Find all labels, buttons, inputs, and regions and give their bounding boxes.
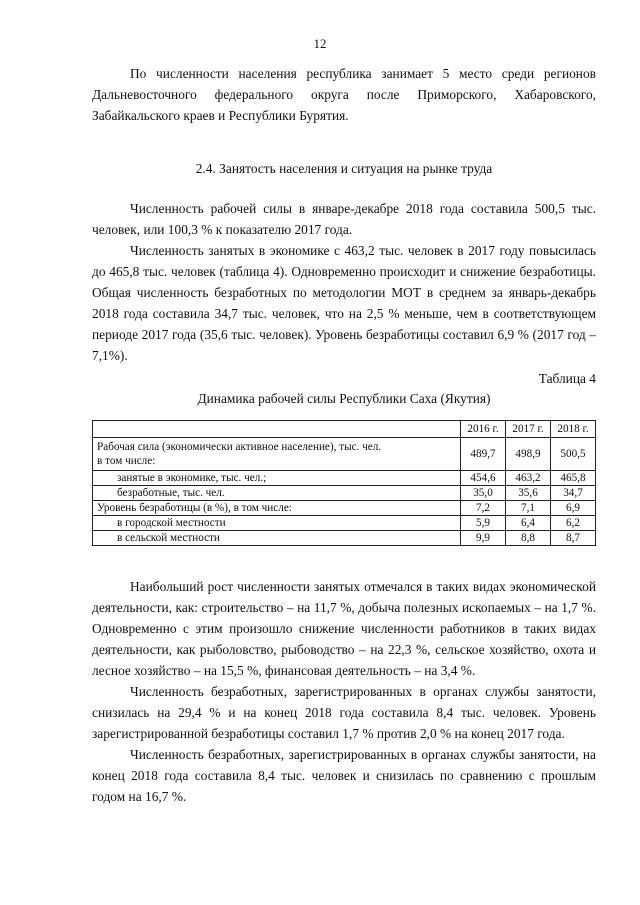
table-cell: 463,2 (506, 471, 551, 486)
table-header-row (93, 421, 596, 438)
table-cell: 35,0 (461, 486, 506, 501)
intro-text (92, 63, 596, 126)
table-cell: 34,7 (551, 486, 596, 501)
page-number: 12 (313, 36, 327, 51)
table-title: Динамика рабочей силы Республики Саха (Якутия) (197, 391, 491, 406)
paragraph: Наибольший рост численности занятых отмечался в таких видах экономической деятельности, как: строительство – на 11,7 %, добыча полезных ископаемых – на 1,7 %. Одновременно с этим произошло снижение численности работников в таких видах деятельности, как рыболовство, рыбоводство – на 22,3 %, сельское хозяйство, охота и лесное хозяйство – на 15,5 %, финансовая деятельность – на 3,4 %. (92, 579, 596, 678)
table-row (93, 471, 596, 486)
table-header-cell: 2016 г. (461, 421, 506, 438)
table-cell: 500,5 (551, 438, 596, 471)
row-label: занятые в экономике, тыс. чел.; (93, 471, 461, 486)
row-label: в сельской местности (93, 531, 461, 546)
table-header-cell: 2017 г. (506, 421, 551, 438)
table-cell: 7,1 (506, 501, 551, 516)
table-cell: 454,6 (461, 471, 506, 486)
paragraph: Численность рабочей силы в январе-декабре 2018 года составила 500,5 тыс. человек, или 100,3 % к показателю 2017 года. (92, 201, 596, 237)
paragraph: Численность безработных, зарегистрированных в органах службы занятости, снизилась на 29,4 % и на конец 2018 года составила 8,4 тыс. человек. Уровень зарегистрированной безработицы составил 1,7 % против 2,0 % на конец 2017 года. (92, 684, 596, 741)
table-cell: 5,9 (461, 516, 506, 531)
row-sublabel: в том числе: (97, 455, 156, 467)
table-header-cell (93, 421, 461, 438)
section-title: 2.4. Занятость населения и ситуация на рынке труда (195, 161, 493, 176)
table-row (93, 516, 596, 531)
table-row (93, 501, 596, 516)
labor-force-table (92, 420, 596, 546)
table-row (93, 486, 596, 501)
after-table-text (92, 576, 596, 807)
paragraph: Численность безработных, зарегистрированных в органах службы занятости, на конец 2018 года составила 8,4 тыс. человек и снизилась по сравнению с прошлым годом на 16,7 %. (92, 747, 596, 804)
table-cell: 6,9 (551, 501, 596, 516)
paragraph: По численности населения республика занимает 5 место среди регионов Дальневосточного федерального округа после Приморского, Хабаровского, Забайкальского краев и Республики Бурятия. (92, 66, 596, 123)
row-label: Уровень безработицы (в %), в том числе: (93, 501, 461, 516)
paragraph: Численность занятых в экономике с 463,2 тыс. человек в 2017 году повысилась до 465,8 тыс. человек (таблица 4). Одновременно происходит и снижение безработицы. Общая численность безработных по методологии МОТ в среднем за январь-декабрь 2018 года составила 34,7 тыс. человек, что на 2,5 % меньше, чем в соответствующем периоде 2017 года (35,6 тыс. человек). Уровень безработицы составил 6,9 % (2017 год – 7,1%). (92, 243, 596, 363)
table-cell: 9,9 (461, 531, 506, 546)
table-cell: 489,7 (461, 438, 506, 471)
row-label: в городской местности (93, 516, 461, 531)
table-cell: 8,8 (506, 531, 551, 546)
row-label (93, 438, 461, 471)
table-cell: 8,7 (551, 531, 596, 546)
table-row (93, 531, 596, 546)
table-cell: 6,4 (506, 516, 551, 531)
row-label-text: Рабочая сила (экономически активное население), тыс. чел. (97, 441, 382, 453)
table-cell: 35,6 (506, 486, 551, 501)
section-text (92, 198, 596, 366)
table-cell: 498,9 (506, 438, 551, 471)
table-row (93, 438, 596, 471)
row-label: безработные, тыс. чел. (93, 486, 461, 501)
table-cell: 6,2 (551, 516, 596, 531)
table-label: Таблица 4 (538, 371, 596, 386)
table-header-cell: 2018 г. (551, 421, 596, 438)
table-cell: 465,8 (551, 471, 596, 486)
table-cell: 7,2 (461, 501, 506, 516)
